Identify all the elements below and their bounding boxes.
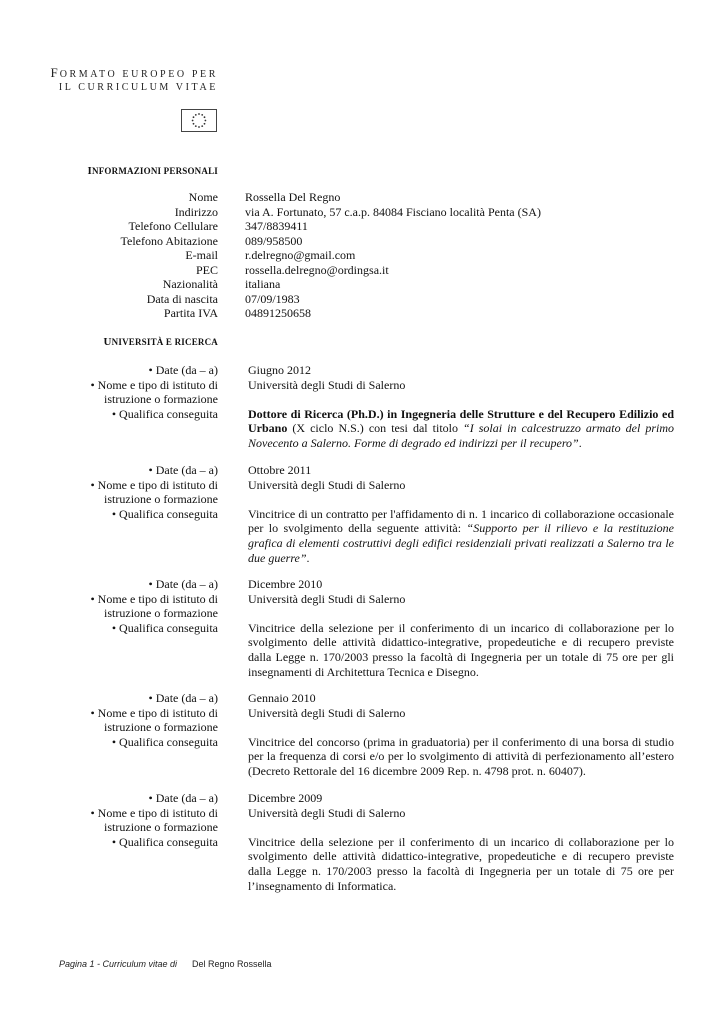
section-heading-research: UNIVERSITÀ E RICERCA <box>103 336 218 348</box>
label-date: • Date (da – a) <box>148 577 218 591</box>
pec-link[interactable]: rossella.delregno@ordingsa.it <box>245 262 389 277</box>
entry-description: Vincitrice della selezione per il conferimento di un incarico di collaborazione per lo svolgimento delle attività didattico-integrative, propedeutiche e di recupero previste dalla Legge n. 170/2003 presso la facoltà di Ingegneria per un totale di 75 ore per gli insegnamenti di Architettura Tecnica e Disegno. <box>248 620 674 679</box>
section-heading-personal: INFORMAZIONI PERSONALI <box>87 165 218 177</box>
label-institute: • Nome e tipo di istituto di <box>90 377 218 392</box>
personal-row: Nazionalità italiana <box>162 277 281 291</box>
entry-institute: Università degli Studi di Salerno <box>248 477 406 492</box>
label-qualifica: • Qualifica conseguita <box>111 620 218 635</box>
label-institute-2: istruzione o formazione <box>104 606 218 620</box>
header-line-1: FORMATO EUROPEO PER <box>50 65 218 80</box>
entry-description: Dottore di Ricerca (Ph.D.) in Ingegneria delle Strutture e del Recupero Edilizio ed Urbano (X ciclo N.S.) con tesi dal titolo “I solai in calcestruzzo armato del primo Novecento a Salerno. Forme di degrado ed indirizzi per il recupero”. <box>248 406 675 450</box>
label-qualifica: • Qualifica conseguita <box>111 406 218 421</box>
personal-row: Telefono Abitazione 089/958500 <box>120 233 303 248</box>
entry-description: Vincitrice di un contratto per l'affidamento di n. 1 incarico di collaborazione occasionale per lo svolgimento della seguente attività: “Supporto per il rilievo e la restituzione grafica di elementi costruttivi degli edifici residenziali privati realizzati a Salerno tra le due guerre”. <box>248 506 674 565</box>
label-date: • Date (da – a) <box>148 791 218 805</box>
label-date: • Date (da – a) <box>148 363 218 377</box>
footer-page-label: Pagina 1 - Curriculum vitae di <box>59 959 178 969</box>
entry-date: Ottobre 2011 <box>248 463 312 477</box>
label-date: • Date (da – a) <box>148 463 218 477</box>
footer-author-name: Del Regno Rossella <box>192 959 272 969</box>
entry-description: Vincitrice del concorso (prima in graduatoria) per il conferimento di una borsa di studio per la frequenza di corsi e/o per lo svolgimento di attività di perfezionamento all’estero (Decreto Rettorale del 16 dicembre 2009 Rep. n. 4798 prot. n. 60407). <box>248 734 674 778</box>
entry-date: Giugno 2012 <box>248 363 311 377</box>
email-link[interactable]: r.delregno@gmail.com <box>245 248 356 262</box>
label-qualifica: • Qualifica conseguita <box>111 834 218 849</box>
label-qualifica: • Qualifica conseguita <box>111 506 218 521</box>
label-institute: • Nome e tipo di istituto di <box>90 591 218 606</box>
entry-institute: Università degli Studi di Salerno <box>248 591 406 606</box>
personal-row: Indirizzo via A. Fortunato, 57 c.a.p. 84084 Fisciano località Penta (SA) <box>174 204 541 219</box>
label-institute: • Nome e tipo di istituto di <box>90 705 218 720</box>
personal-row: E-mail r.delregno@gmail.com <box>185 248 356 262</box>
label-institute-2: istruzione o formazione <box>104 720 218 734</box>
entry-date: Gennaio 2010 <box>248 691 316 705</box>
label-date: • Date (da – a) <box>148 691 218 705</box>
entry-institute: Università degli Studi di Salerno <box>248 805 406 820</box>
personal-row: Nome Rossella Del Regno <box>188 190 341 204</box>
personal-row: Partita IVA 04891250658 <box>163 306 311 320</box>
entry-institute: Università degli Studi di Salerno <box>248 377 406 392</box>
label-qualifica: • Qualifica conseguita <box>111 734 218 749</box>
entry-institute: Università degli Studi di Salerno <box>248 705 406 720</box>
eu-flag-icon <box>181 109 217 132</box>
label-institute: • Nome e tipo di istituto di <box>90 477 218 492</box>
entry-date: Dicembre 2010 <box>248 577 323 591</box>
entry-date: Dicembre 2009 <box>248 791 323 805</box>
personal-row: Telefono Cellulare 347/8839411 <box>128 219 308 233</box>
header-line-2: IL CURRICULUM VITAE <box>58 82 218 93</box>
personal-row: PEC rossella.delregno@ordingsa.it <box>195 262 389 277</box>
personal-row: Data di nascita 07/09/1983 <box>146 291 300 306</box>
label-institute: • Nome e tipo di istituto di <box>90 805 218 820</box>
label-institute-2: istruzione o formazione <box>104 820 218 834</box>
entry-description: Vincitrice della selezione per il conferimento di un incarico di collaborazione per lo svolgimento delle attività didattico-integrative, propedeutiche e di recupero previste dalla Legge n. 170/2003 presso la facoltà di Ingegneria per un totale di 75 ore per l’insegnamento di Informatica. <box>248 834 674 893</box>
label-institute-2: istruzione o formazione <box>104 392 218 406</box>
label-institute-2: istruzione o formazione <box>104 492 218 506</box>
